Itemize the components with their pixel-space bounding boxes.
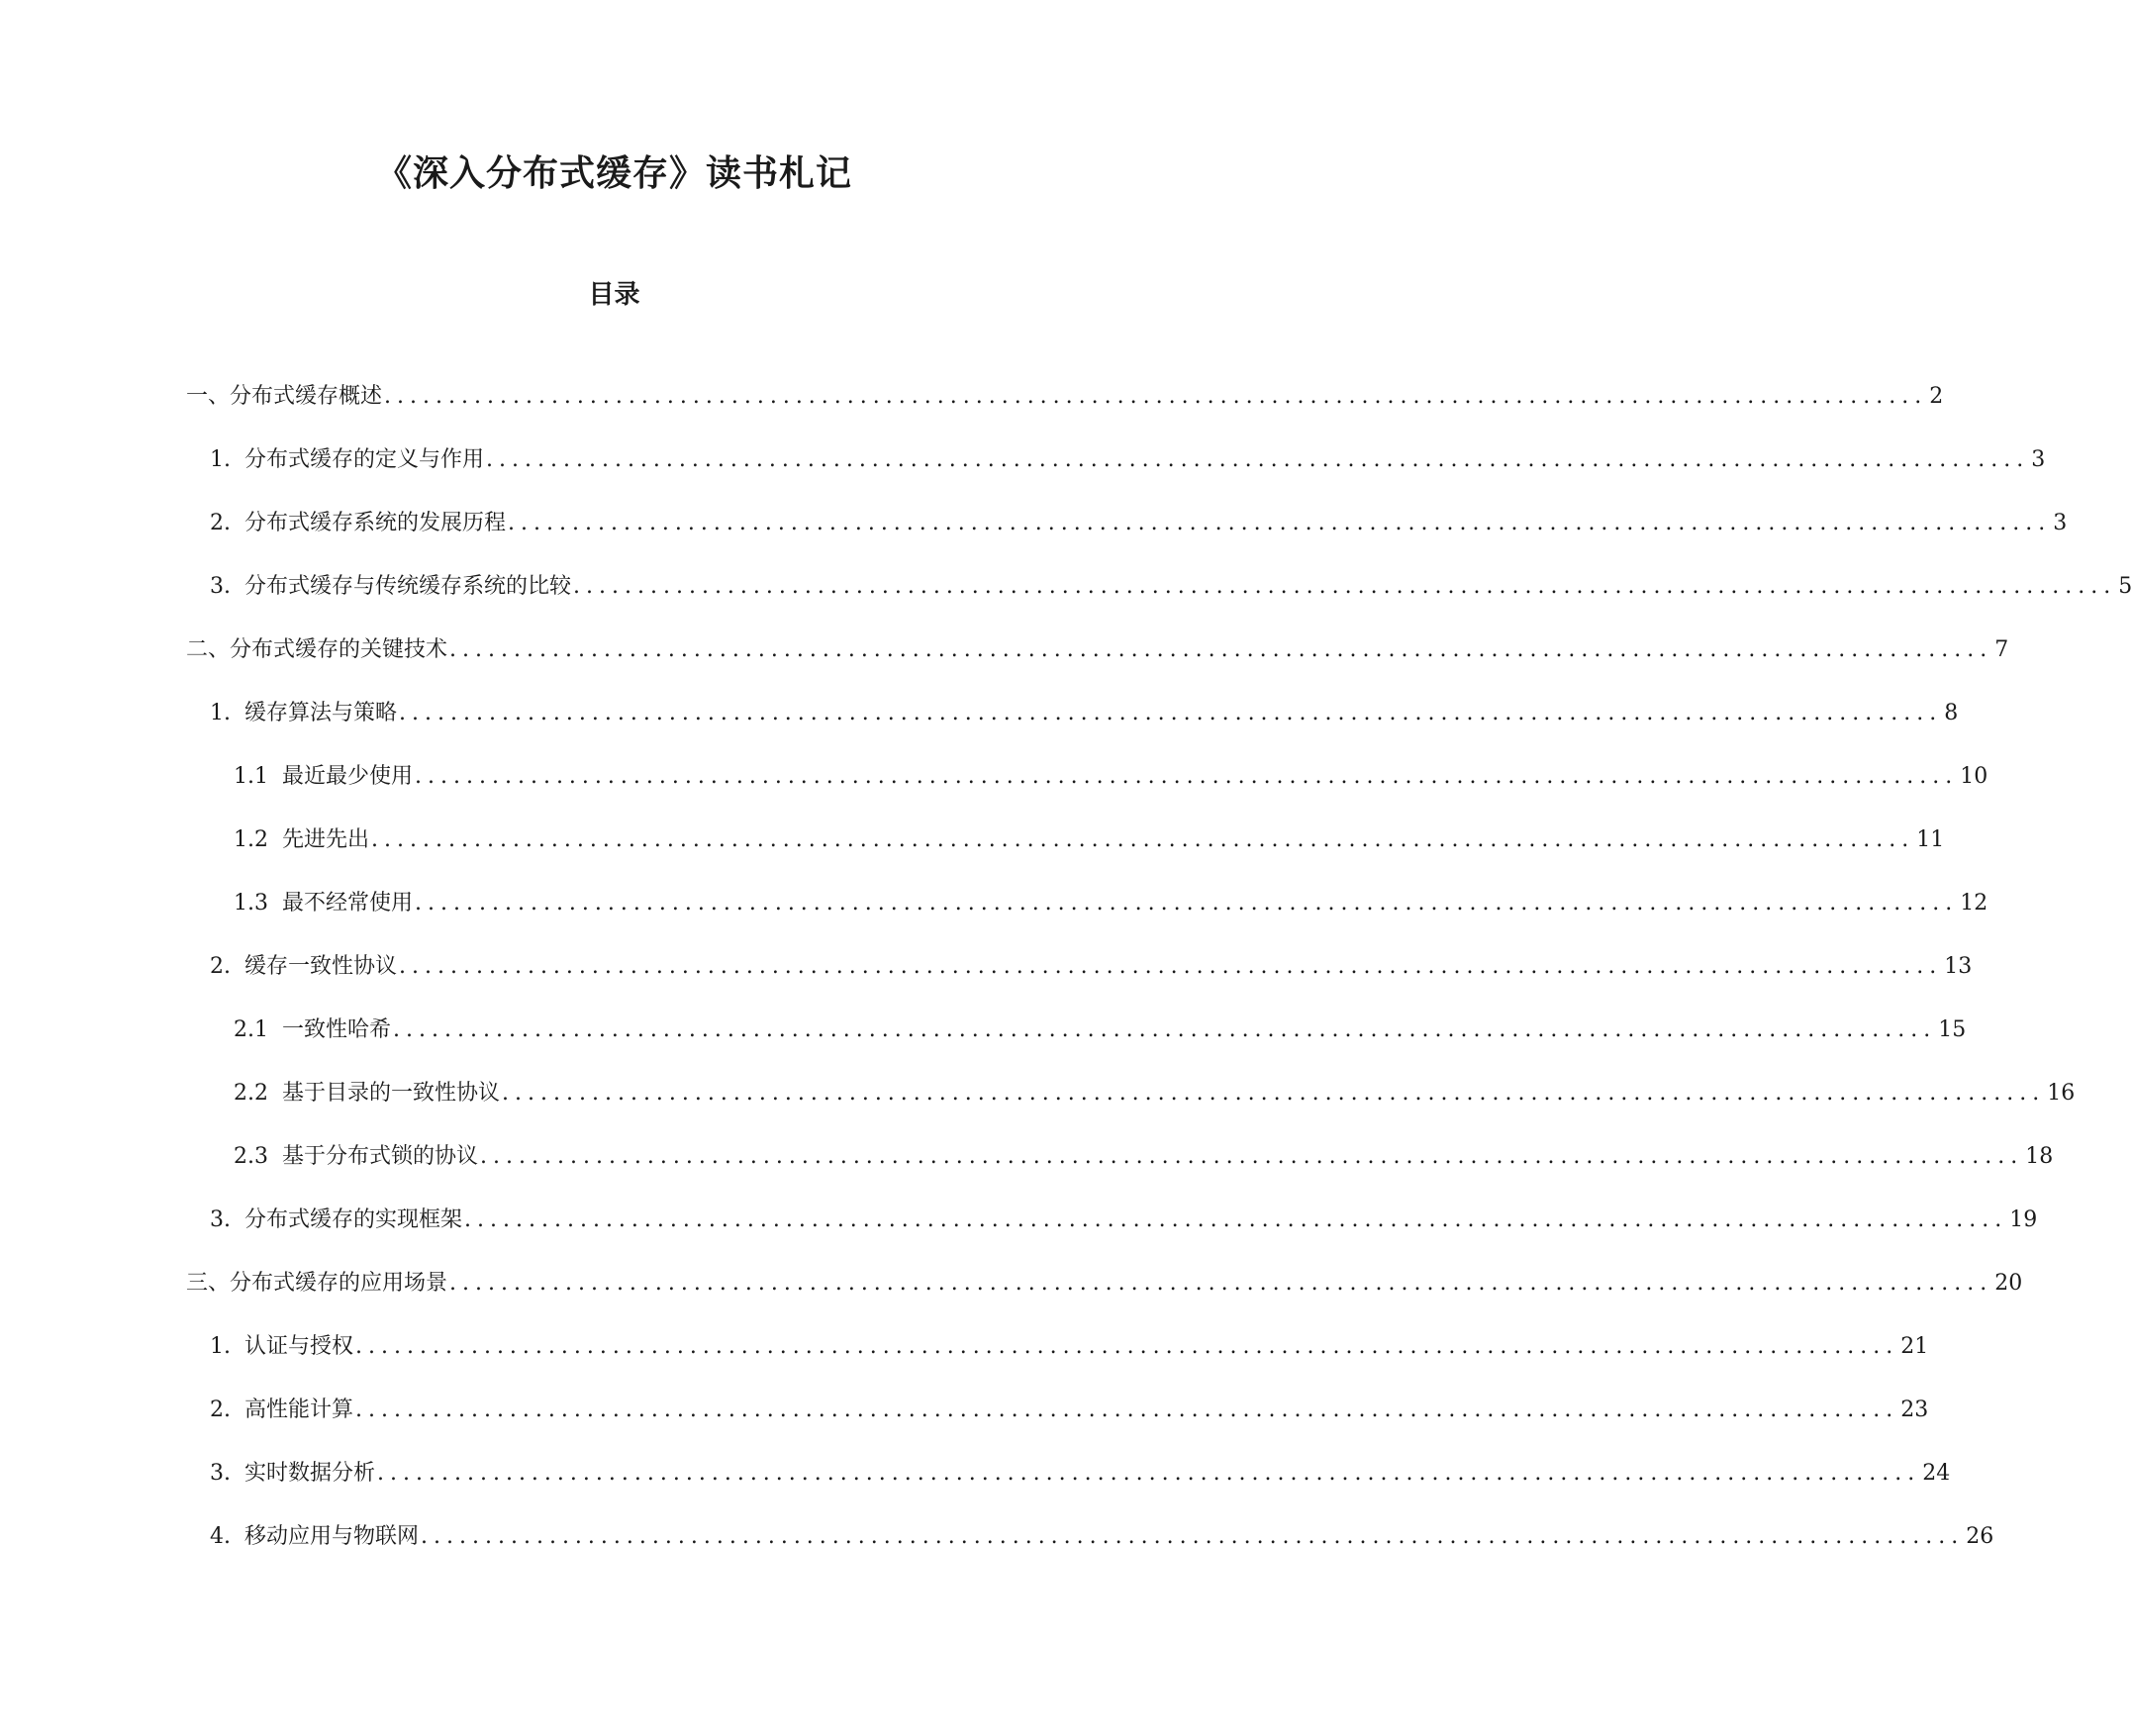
toc-entry-page: 21	[1900, 1334, 1929, 1359]
toc-entry[interactable]	[210, 503, 2068, 538]
toc-entry-page: 7	[1994, 637, 2009, 662]
toc-entry-page: 3	[2053, 511, 2068, 535]
toc-entry-page: 2	[1929, 384, 1944, 409]
toc-dot-leader: ........................................................................................................................	[393, 1017, 1937, 1042]
toc-entry-title: 认证与授权	[244, 1334, 354, 1359]
toc-entry[interactable]	[210, 1453, 1951, 1489]
toc-entry-page: 15	[1938, 1017, 1967, 1042]
toc-entry[interactable]	[234, 883, 1988, 918]
toc-entry[interactable]	[210, 566, 2132, 602]
toc-entry-number: 一、	[186, 384, 231, 409]
toc-entry[interactable]	[186, 629, 2009, 665]
toc-entry-title: 缓存算法与策略	[244, 701, 398, 725]
toc-entry-number: 二、	[186, 637, 231, 662]
toc-entry-number: 1.2	[234, 827, 268, 852]
toc-entry[interactable]	[210, 1390, 1929, 1425]
toc-dot-leader: ........................................................................................................................	[415, 764, 1959, 789]
toc-entry-page: 8	[1944, 701, 1959, 725]
toc-entry[interactable]	[234, 1010, 1967, 1045]
toc-entry-title: 分布式缓存的实现框架	[244, 1207, 463, 1232]
toc-dot-leader: ........................................................................................................................	[399, 701, 1943, 725]
toc-dot-leader: ........................................................................................................................	[355, 1334, 1899, 1359]
toc-entry-title: 分布式缓存与传统缓存系统的比较	[244, 574, 572, 599]
toc-dot-leader: ........................................................................................................................	[355, 1398, 1899, 1422]
toc-entry-number: 3.	[210, 1461, 231, 1486]
toc-entry[interactable]	[210, 439, 2046, 475]
toc-entry-title: 一致性哈希	[282, 1017, 392, 1042]
toc-entry-number: 3.	[210, 574, 231, 599]
toc-entry[interactable]	[234, 1073, 2076, 1109]
toc-entry[interactable]	[210, 1200, 2038, 1235]
toc-entry-title: 高性能计算	[244, 1398, 354, 1422]
toc-entry-number: 1.	[210, 447, 231, 472]
toc-entry-title: 最不经常使用	[282, 891, 414, 916]
toc-entry-number: 1.1	[234, 764, 268, 789]
toc-entry-page: 20	[1994, 1271, 2023, 1296]
toc-entry-number: 2.1	[234, 1017, 268, 1042]
toc-entry-page: 12	[1960, 891, 1988, 916]
toc-entry-title: 分布式缓存系统的发展历程	[244, 511, 507, 535]
toc-entry-title: 分布式缓存概述	[230, 384, 383, 409]
toc-entry[interactable]	[210, 1516, 1994, 1552]
toc-dot-leader: ........................................................................................................................	[415, 891, 1959, 916]
toc-dot-leader: ........................................................................................................................	[371, 827, 1915, 852]
toc-entry-page: 3	[2031, 447, 2046, 472]
toc-entry-number: 3.	[210, 1207, 231, 1232]
toc-entry-title: 分布式缓存的应用场景	[230, 1271, 448, 1296]
toc-entry[interactable]	[234, 1136, 2054, 1172]
toc-entry[interactable]	[210, 1326, 1929, 1362]
toc-entry-number: 1.	[210, 1334, 231, 1359]
toc-entry-page: 23	[1900, 1398, 1929, 1422]
toc-entry-page: 13	[1944, 954, 1973, 979]
toc-entry-page: 24	[1922, 1461, 1951, 1486]
toc-heading: 目录	[588, 280, 640, 310]
toc-entry-number: 1.3	[234, 891, 268, 916]
toc-entry-page: 10	[1960, 764, 1988, 789]
toc-entry-title: 基于目录的一致性协议	[282, 1081, 501, 1106]
toc-entry-page: 16	[2047, 1081, 2076, 1106]
toc-entry-number: 2.	[210, 511, 231, 535]
toc-entry-title: 最近最少使用	[282, 764, 414, 789]
toc-entry-title: 分布式缓存的关键技术	[230, 637, 448, 662]
toc-entry[interactable]	[234, 756, 1988, 792]
toc-entry-number: 2.	[210, 954, 231, 979]
toc-entry-page: 26	[1966, 1524, 1994, 1549]
toc-entry-page: 11	[1916, 827, 1945, 852]
toc-entry-number: 2.	[210, 1398, 231, 1422]
toc-entry-number: 1.	[210, 701, 231, 725]
toc-entry-number: 4.	[210, 1524, 231, 1549]
toc-entry[interactable]	[210, 946, 1973, 982]
toc-dot-leader: ........................................................................................................................	[573, 574, 2117, 599]
toc-entry-title: 基于分布式锁的协议	[282, 1144, 479, 1169]
toc-entry-page: 19	[2009, 1207, 2038, 1232]
toc-entry[interactable]	[186, 1263, 2023, 1299]
toc-entry-number: 2.3	[234, 1144, 268, 1169]
toc-entry-title: 分布式缓存的定义与作用	[244, 447, 485, 472]
toc-dot-leader: ........................................................................................................................	[384, 384, 1928, 409]
toc-entry-page: 18	[2025, 1144, 2054, 1169]
toc-entry-title: 先进先出	[282, 827, 370, 852]
document-title: 《深入分布式缓存》读书札记	[375, 152, 852, 194]
toc-entry-title: 移动应用与物联网	[244, 1524, 420, 1549]
toc-dot-leader: ........................................................................................................................	[449, 637, 1993, 662]
toc-entry[interactable]	[210, 693, 1959, 728]
toc-dot-leader: ........................................................................................................................	[421, 1524, 1965, 1549]
toc-dot-leader: ........................................................................................................................	[399, 954, 1943, 979]
toc-entry-title: 缓存一致性协议	[244, 954, 398, 979]
toc-entry-number: 2.2	[234, 1081, 268, 1106]
toc-entry-number: 三、	[186, 1271, 231, 1296]
toc-dot-leader: ........................................................................................................................	[449, 1271, 1993, 1296]
toc-dot-leader: ........................................................................................................................	[502, 1081, 2046, 1106]
toc-entry-page: 5	[2118, 574, 2132, 599]
toc-dot-leader: ........................................................................................................................	[377, 1461, 1921, 1486]
toc-dot-leader: ........................................................................................................................	[508, 511, 2052, 535]
toc-entry[interactable]	[186, 376, 1944, 412]
toc-entry-title: 实时数据分析	[244, 1461, 376, 1486]
toc-dot-leader: ........................................................................................................................	[464, 1207, 2008, 1232]
toc-entry[interactable]	[234, 820, 1945, 855]
toc-dot-leader: ........................................................................................................................	[480, 1144, 2024, 1169]
toc-dot-leader: ........................................................................................................................	[486, 447, 2030, 472]
